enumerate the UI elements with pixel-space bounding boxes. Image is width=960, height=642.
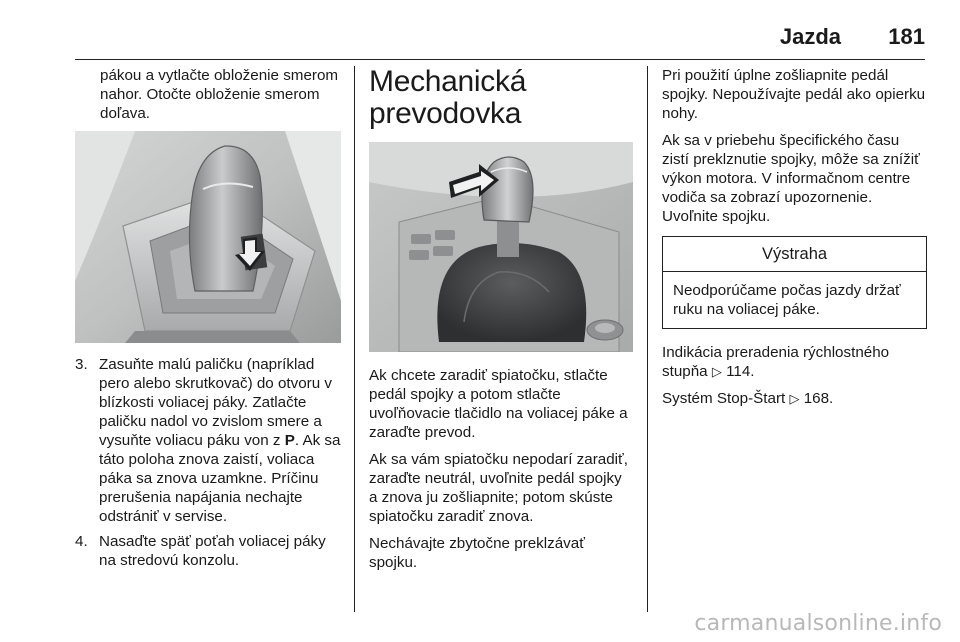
heading-line: Mechanická [369, 65, 527, 98]
section-title: Jazda [779, 24, 841, 49]
warning-box [662, 236, 927, 329]
manual-gear-lever-illustration [369, 142, 633, 352]
step-bold: P [284, 432, 295, 449]
section-heading [369, 66, 633, 130]
paragraph: Nechávajte zbytočne preklzávať spojku. [369, 535, 585, 571]
column-divider-left [354, 66, 355, 612]
reference-page: 114. [726, 363, 755, 380]
reference-text: Indikácia preradenia rýchlostného stupňa [662, 344, 890, 380]
step-number: 4. [75, 533, 88, 550]
cross-reference-stop-start[interactable] [662, 389, 927, 408]
paragraph: Pri použití úplne zošliapnite pedál spojky. Nepoužívajte pedál ako opierku nohy. [662, 67, 926, 122]
paragraph: Ak chcete zaradiť spiatočku, stlačte pedál spojky a potom stlačte uvoľňovacie tlačidlo na voliacej páke a zaraďte prevod. [369, 367, 628, 441]
column-divider-right [647, 66, 648, 612]
cross-reference-gear-indicator[interactable] [662, 343, 927, 381]
step-text: Nasaďte späť poťah voliacej páky na stredovú konzolu. [99, 533, 326, 569]
step-number: 3. [75, 356, 88, 373]
automatic-gear-lever-illustration [75, 131, 341, 343]
watermark: carmanualsonline.info [694, 611, 942, 636]
page-reference-arrow-icon: ▷ [789, 391, 800, 406]
heading-line: prevodovka [369, 97, 522, 130]
column-1 [75, 66, 341, 576]
reference-page: 168. [803, 390, 834, 407]
warning-text: Neodporúčame počas jazdy držať ruku na voliacej páke. [673, 282, 901, 318]
step-text: Zasuňte malú paličku (napríklad pero alebo skrutkovač) do otvoru v blízkosti voliacej páky. Zatlačte paličku nadol vo zvislom smere a vysuňte voliacu páku von z [99, 356, 332, 449]
paragraph: Ak sa vám spiatočku nepodarí zaradiť, zaraďte neutrál, uvoľnite pedál spojky a znova ju zošliapnite; potom skúste spiatočku zaradiť znova. [369, 451, 628, 525]
reference-text: Systém Stop-Štart [662, 390, 786, 407]
warning-title: Výstraha [663, 237, 926, 272]
page-header [75, 20, 925, 52]
column-2 [369, 66, 633, 580]
paragraph: Ak sa v priebehu špecifického času zistí preklznutie spojky, môže sa znížiť výkon motora. V informačnom centre vodiča sa zobrazí upozornenie. Uvoľnite spojku. [662, 132, 920, 225]
steps-list [75, 355, 341, 570]
header-rule [75, 59, 925, 60]
step-4 [75, 532, 341, 570]
step-text: . Ak sa táto poloha znova zaistí, voliaca páka sa znova uzamkne. Príčinu prerušenia napájania nechajte odstrániť v servise. [99, 432, 341, 525]
page-reference-arrow-icon: ▷ [711, 364, 722, 379]
page-number: 181 [888, 24, 925, 49]
intro-paragraph: pákou a vytlačte obloženie smerom nahor. Otočte obloženie smerom doľava. [100, 67, 339, 122]
column-3 [662, 66, 927, 416]
step-3 [75, 355, 341, 526]
